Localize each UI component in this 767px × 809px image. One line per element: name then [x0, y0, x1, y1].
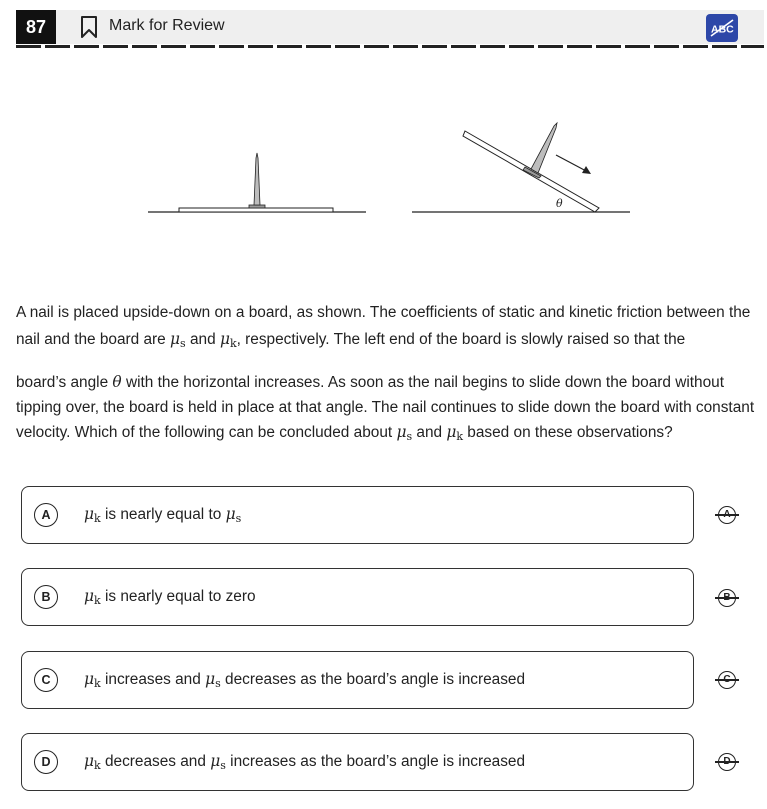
choice-b-text: $\mu_k$ is nearly equal to zero [84, 587, 256, 607]
choice-a-text: $\mu_k$ is nearly equal to $\mu_s$ [84, 505, 242, 525]
question-paragraph-2: board’s angle θ with the horizontal increases. As soon as the nail begins to slide down the board without tipping over, the board is held in place at that angle. The nail continues to slide down the board with constant velocity. Which of the following can be concluded about $\mu_s$ and $\mu_k$ based on these observations? [16, 373, 755, 443]
nail-board-figure [0, 60, 767, 230]
abc-icon-text: ABC [711, 23, 734, 36]
inclined-board-diagram [412, 123, 630, 212]
choice-b[interactable] [21, 568, 694, 626]
question-number: 87 [16, 10, 56, 44]
mu-s-symbol: $\mu_s$ [170, 330, 186, 350]
strike-b-button[interactable] [715, 588, 739, 612]
choice-a-letter: A [34, 503, 58, 527]
choice-c-letter: C [34, 668, 58, 692]
abc-eliminator-button[interactable] [706, 14, 738, 42]
choice-c-text: $\mu_k$ increases and $\mu_s$ decreases as the board’s angle is increased [84, 670, 526, 690]
flat-board-diagram [148, 153, 366, 212]
mu-k-symbol: $\mu_k$ [219, 330, 237, 350]
strike-a-button[interactable] [715, 505, 739, 529]
mu-k-symbol: $\mu_k$ [446, 423, 464, 443]
header-divider [16, 45, 764, 48]
choice-b-letter: B [34, 585, 58, 609]
choice-a[interactable] [21, 486, 694, 544]
abc-strike-icon [706, 14, 738, 42]
theta-label: θ [556, 197, 563, 210]
choice-d-text: $\mu_k$ decreases and $\mu_s$ increases as the board’s angle is increased [84, 752, 526, 772]
mu-s-symbol: $\mu_s$ [396, 423, 413, 443]
choice-d-letter: D [34, 750, 58, 774]
question-text [16, 300, 761, 449]
strike-d-button[interactable] [715, 752, 739, 776]
choice-c[interactable] [21, 651, 694, 709]
choice-d[interactable] [21, 733, 694, 791]
question-paragraph-1: A nail is placed upside-down on a board, as shown. The coefficients of static and kinetic friction between the nail and the board are $\mu_s$ and $\mu_k$, respectively. The left end of the board is slowly raised so that the [16, 304, 751, 350]
mark-for-review-label[interactable]: Mark for Review [109, 17, 225, 34]
theta-symbol: θ [112, 373, 122, 391]
bookmark-icon[interactable] [80, 15, 98, 39]
strike-c-button[interactable] [715, 670, 739, 694]
